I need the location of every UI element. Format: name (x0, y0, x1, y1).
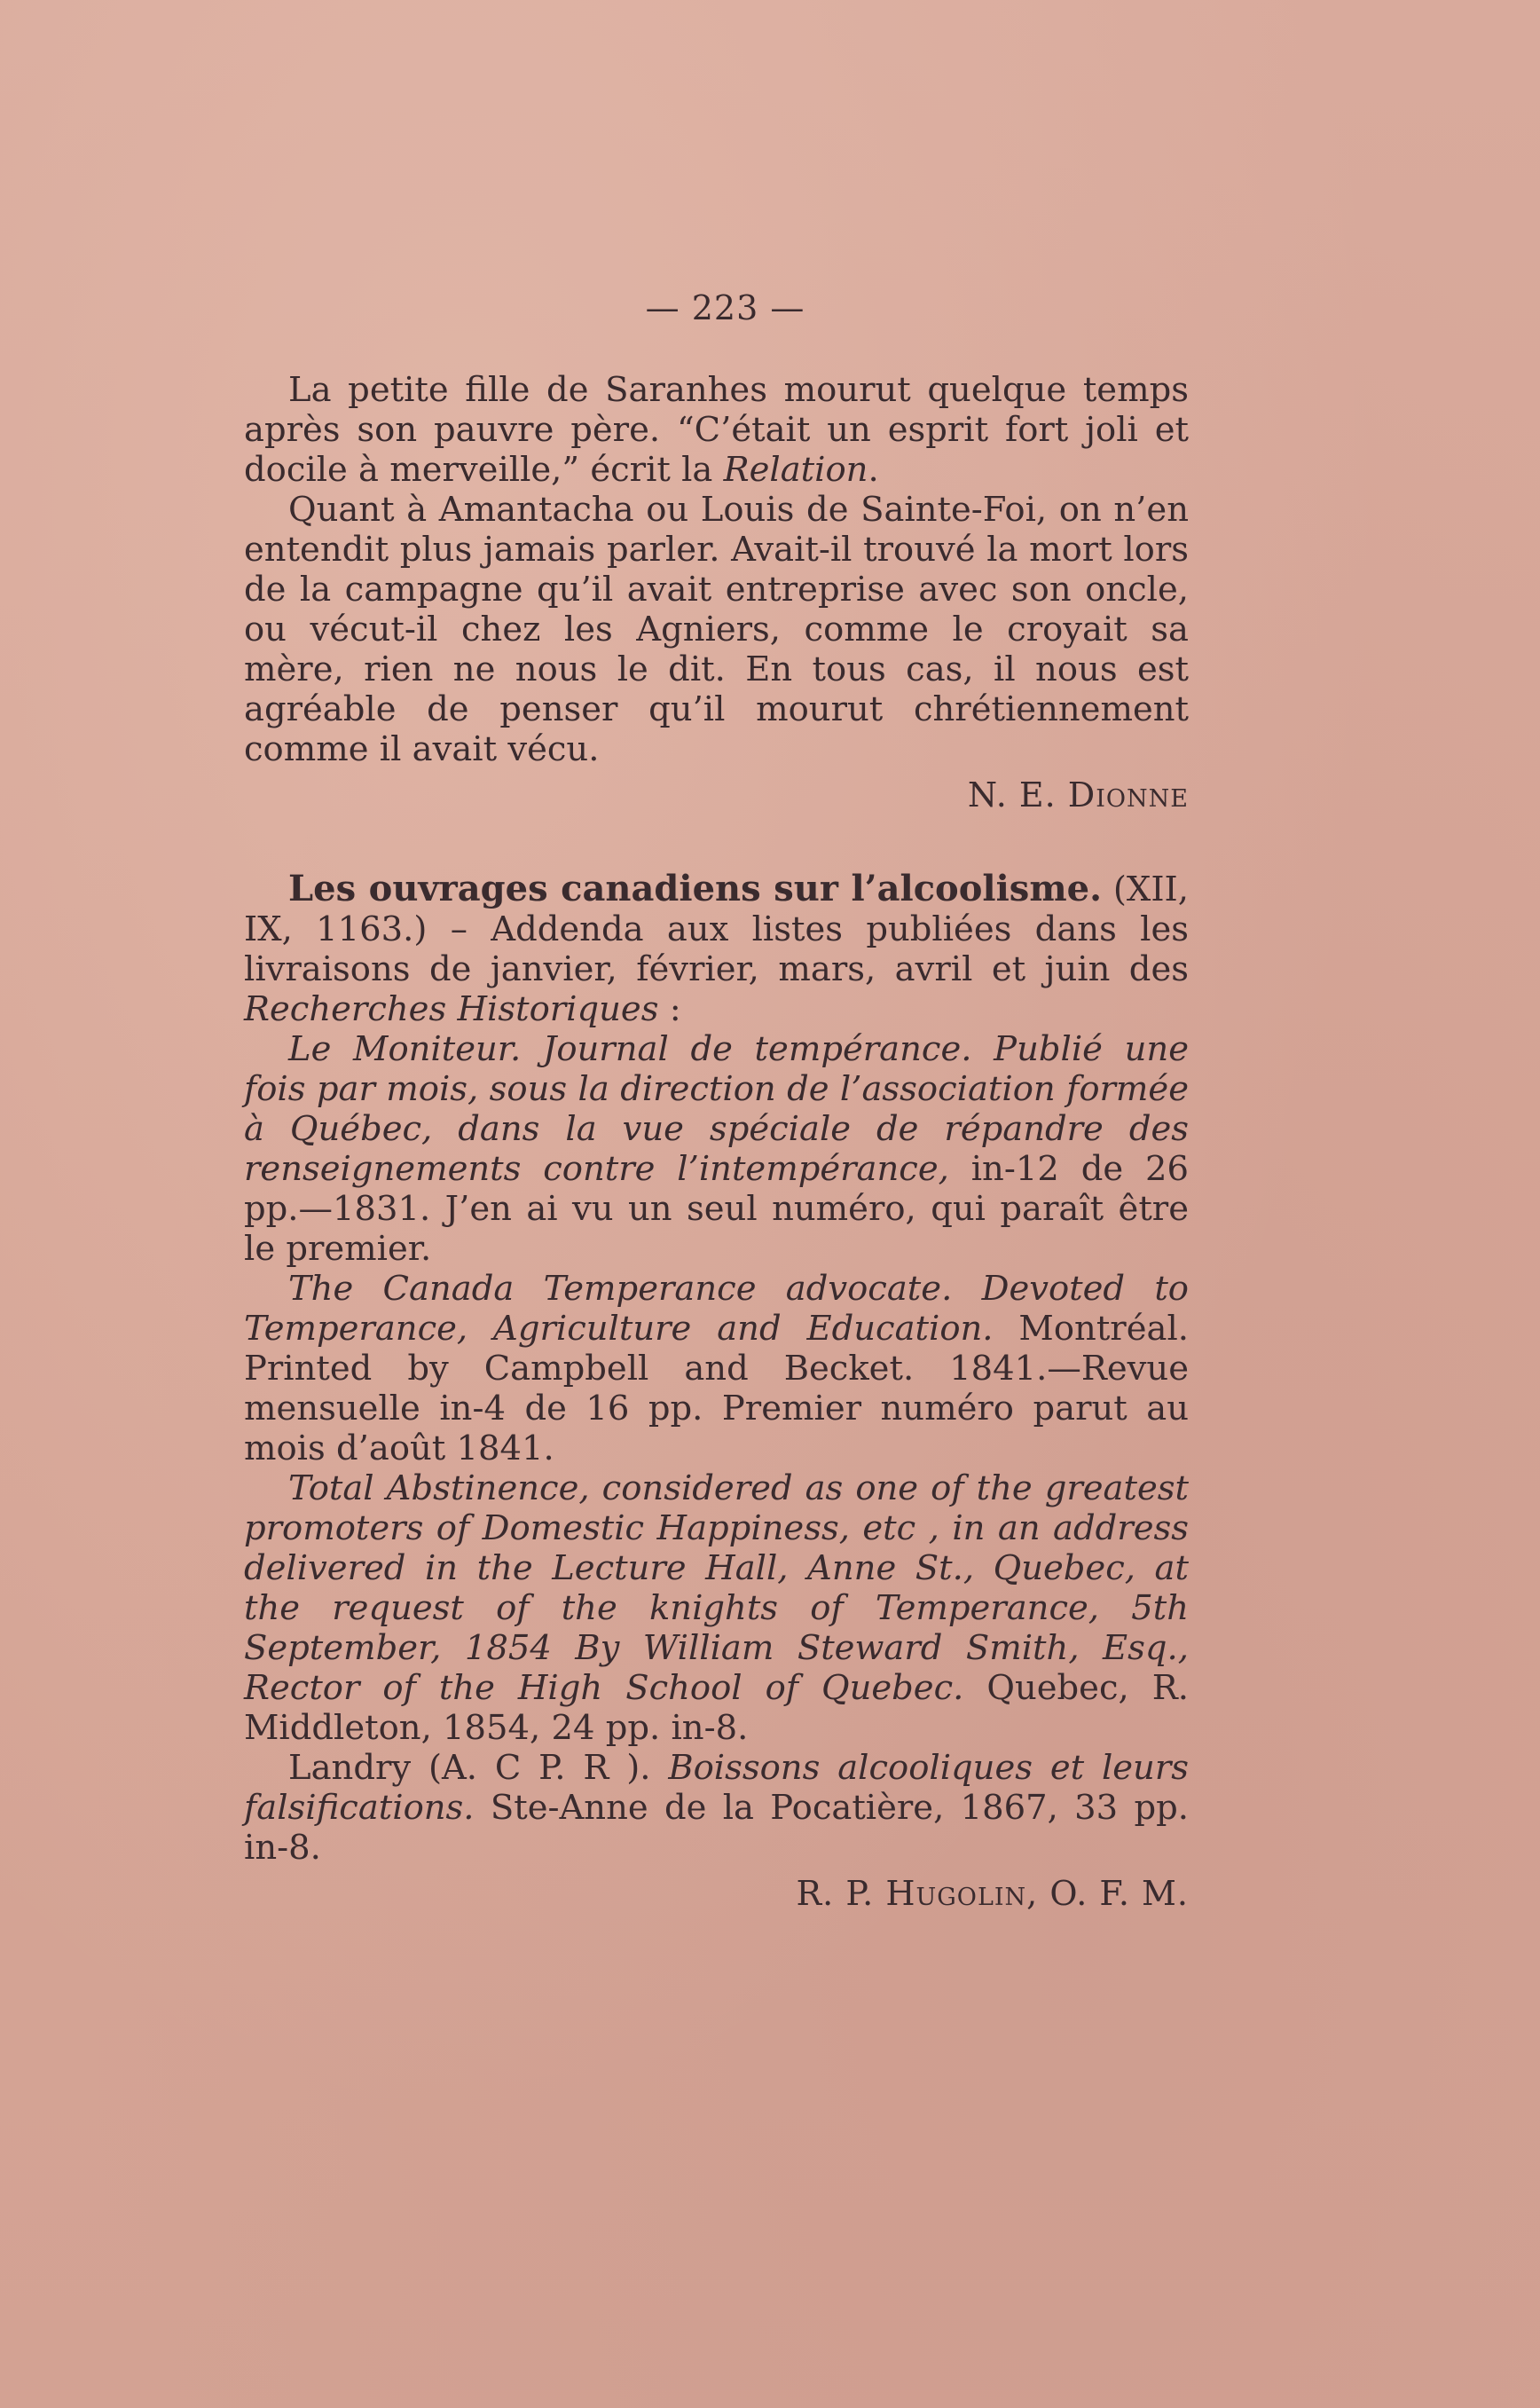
italic-title: Recherches Historiques (244, 989, 659, 1029)
article-heading: Les ouvrages canadiens sur l’alcoolisme. (288, 868, 1103, 909)
entry-details: Quebec, R. Middleton, 1854, 24 pp. in-8. (244, 1668, 1189, 1748)
document-page (244, 288, 1189, 1914)
page-number: — 223 — (645, 288, 805, 327)
bibliography-entry (244, 1748, 1189, 1868)
paragraph-text: . (868, 450, 879, 490)
entry-details: Montréal. Printed by Campbell and Becket. 1841.—Revue mensuelle in-4 de 16 pp. Premier numéro parut au mois d’août 1841. (244, 1309, 1189, 1468)
entry-title: Total Abstinence, considered as one of the greatest promoters of Domestic Happiness, etc , in an address delivered in the Lecture Hall, Anne St., Quebec, at the request of the knights of Temperance, 5th September, 1854 By William Steward Smith, Esq., Rector of the High School of Quebec. (244, 1468, 1189, 1708)
entry-title: Boissons alcooliques et leurs falsifications. (244, 1748, 1189, 1828)
paragraph-text: : (658, 989, 681, 1029)
paragraph: Quant à Amantacha ou Louis de Sainte-Foi, on n’en entendit plus jamais parler. Avait-il trouvé la mort lors de la campagne qu’il avait entreprise avec son oncle, ou vécut-il chez les Agniers, comme le croyait sa mère, rien ne nous le dit. En tous cas, il nous est agréable de penser qu’il mourut chrétiennement comme il avait vécu. (244, 490, 1189, 769)
entry-title: The Canada Temperance advocate. Devoted to Temperance, Agriculture and Education. (244, 1269, 1189, 1349)
author-signature: R. P. Hugolin, O. F. M. (796, 1874, 1189, 1913)
entry-details: in-12 de 26 pp.—1831. J’en ai vu un seul numéro, qui paraît être le premier. (244, 1149, 1189, 1269)
bibliography-entry (244, 1029, 1189, 1269)
article-alcoolisme (244, 869, 1189, 1914)
italic-title: Relation (723, 450, 868, 490)
article-intro (244, 869, 1189, 1029)
entry-title: Le Moniteur. Journal de tempérance. Publié une fois par mois, sous la direction de l’association formée à Québec, dans la vue spéciale de répandre des renseignements contre l’intempérance, (244, 1029, 1189, 1189)
paragraph (244, 370, 1189, 490)
entry-author: Landry (A. C P. R ). (288, 1748, 669, 1788)
paragraph-text: (XII, IX, 1163.) – Addenda aux listes publiées dans les livraisons de janvier, février, mars, avril et juin des (244, 870, 1189, 989)
bibliography-entry (244, 1269, 1189, 1468)
section-gap (244, 815, 1189, 869)
article-amantacha (244, 370, 1189, 815)
paragraph-text: La petite fille de Saranhes mourut quelque temps après son pauvre père. “C’était un esprit fort joli et docile à merveille,” écrit la (244, 370, 1189, 490)
bibliography-entry (244, 1468, 1189, 1748)
author-signature: N. E. Dionne (967, 775, 1189, 814)
entry-details: Ste-Anne de la Pocatière, 1867, 33 pp. in-8. (244, 1788, 1189, 1868)
